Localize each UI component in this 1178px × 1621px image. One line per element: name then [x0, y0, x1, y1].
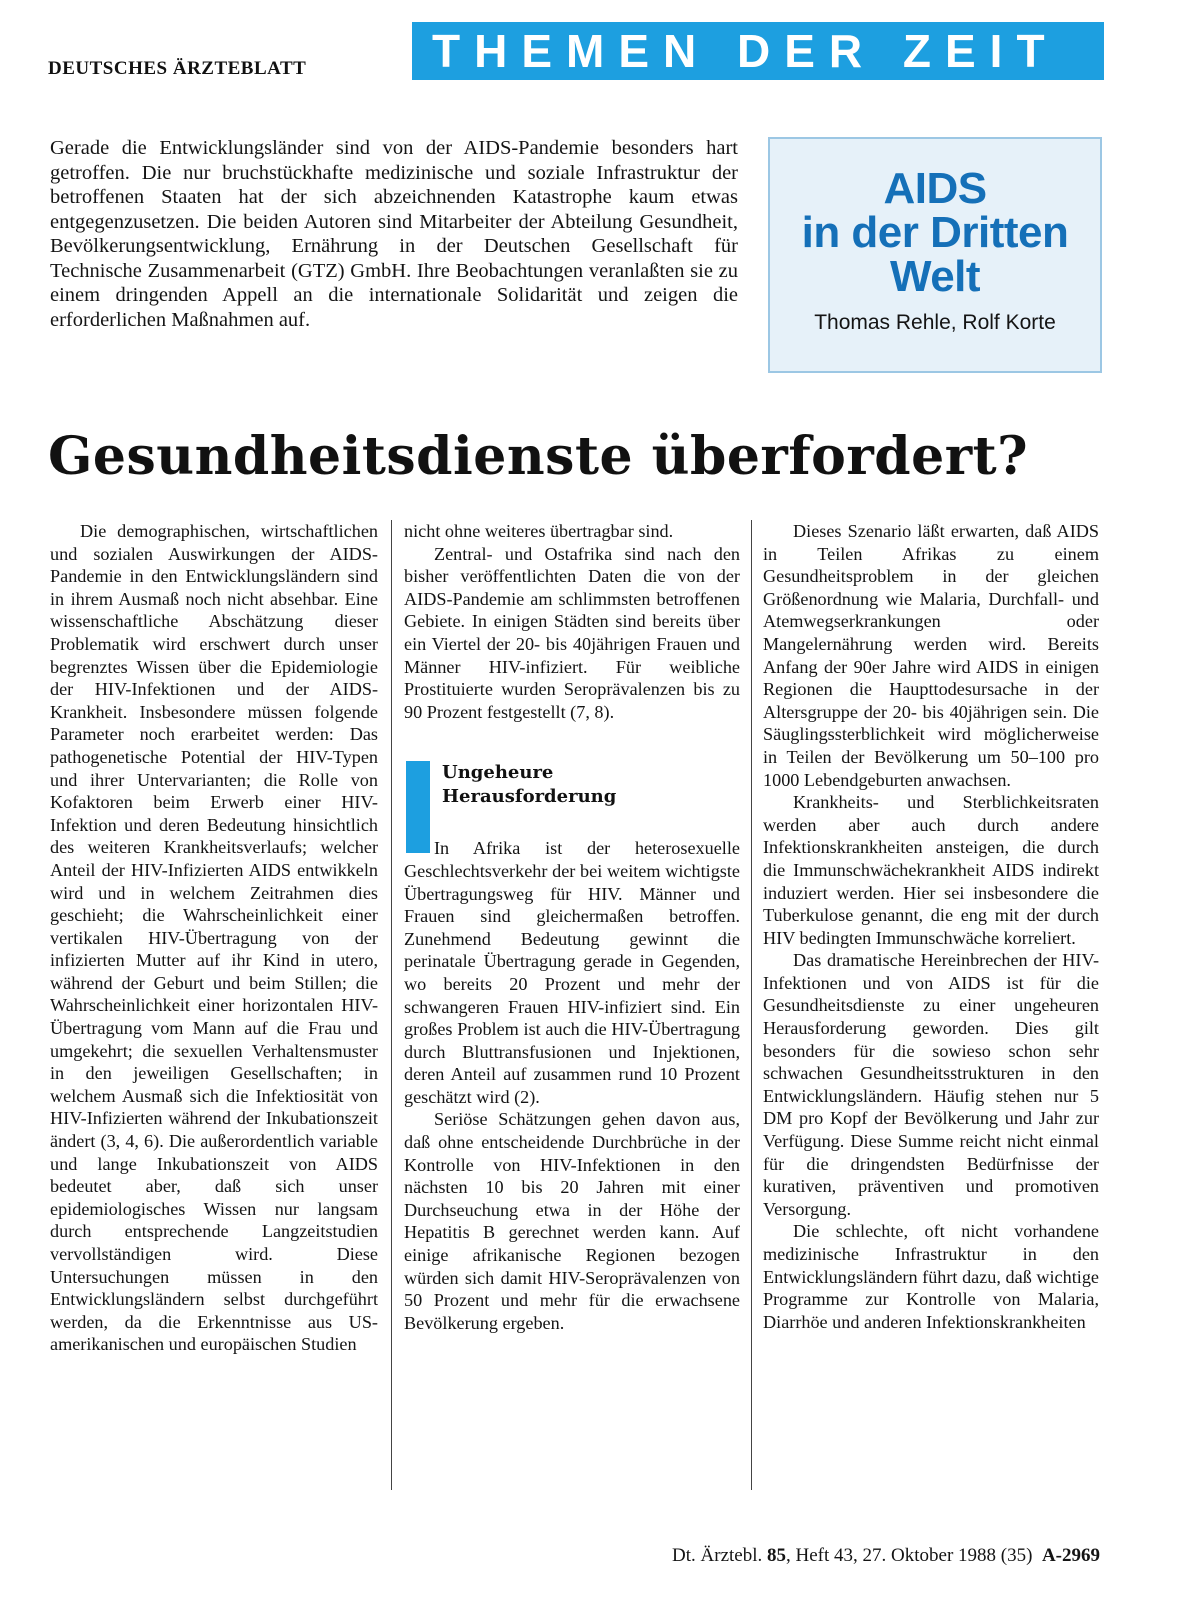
body-paragraph: Zentral- und Ostafrika sind nach den bisher veröffentlichten Daten die von der AIDS-Pandemie am schlimmsten betroffenen Gebiete. In einigen Städten sind bereits über ein Viertel der 20- bis 40jährigen Frauen und Männer HIV-infiziert. Für weibliche Prostituierte wurden Seroprävalenzen bis zu 90 Prozent festgestellt (7, 8). [404, 543, 740, 722]
footer-issue: , Heft 43, 27. Oktober 1988 (35) [786, 1545, 1033, 1566]
footer-volume: 85 [767, 1545, 786, 1566]
body-paragraph: Dieses Szenario läßt erwarten, daß AIDS in Teilen Afrikas zu einem Gesundheitsproblem in der gleichen Größenordnung wie Malaria, Durchfall- und Atemwegserkrankungen oder Mangelernährung werden wird. Bereits Anfang der 90er Jahre wird AIDS in einigen Regionen die Haupttodesursache in der Altersgruppe der 20- bis 40jährigen sein. Die Säuglingssterblichkeit wird möglicherweise in Teilen der Bevölkerung um 50–100 pro 1000 Lebendgeburten anwachsen. [763, 521, 1099, 790]
column-divider [751, 520, 752, 1490]
body-paragraph: Die demographischen, wirtschaftlichen und sozialen Auswirkungen der AIDS-Pandemie in den Entwicklungsländern sind in ihrem Ausmaß noch nicht absehbar. Eine wissenschaftliche Abschätzung dieser Problematik wird erschwert durch unser begrenztes Wissen über die Epidemiologie der HIV-Infektionen und der AIDS-Krankheit. Insbesondere müssen folgende Parameter noch erarbeitet werden: Das pathogenetische Potential der HIV-Typen und ihrer Untervarianten; die Rolle von Kofaktoren beim Erwerb einer HIV-Infektion und deren Bedeutung hinsichtlich des weiteren Krankheitsverlaufs; welcher Anteil der HIV-Infizierten AIDS entwikkeln wird und in welchem Zeitrahmen dies geschieht; die Wahrscheinlichkeit einer vertikalen HIV-Übertragung von der infizierten Mutter auf ihr Kind in utero, während der Geburt und beim Stillen; die Wahrscheinlichkeit einer horizontalen HIV-Übertragung vom Mann auf die Frau und umgekehrt; die sexuellen Verhaltensmuster in den jeweiligen Gesellschaften; in welchem Ausmaß sich die Infektiosität von HIV-Infizierten während der Inkubationszeit ändert (3, 4, 6). Die außerordentlich variable und lange Inkubationszeit von AIDS bedeutet aber, daß sich unser epidemiologisches Wissen nur langsam durch entsprechende Langzeitstudien vervollständigen wird. Diese Untersuchungen müssen in den Entwicklungsländern selbst durchgeführt werden, da die Erkenntnisse aus US-amerikanischen und europäischen Studien [50, 521, 378, 1355]
column-divider [391, 520, 392, 1490]
footer-journal: Dt. Ärztebl. [672, 1545, 763, 1566]
subheading-accent-bar [406, 761, 430, 853]
masthead-label: DEUTSCHES ÄRZTEBLATT [48, 58, 307, 79]
subheading-block [404, 761, 740, 829]
section-banner: THEMEN DER ZEIT [412, 22, 1104, 80]
subheading-line-2: Herausforderung [442, 786, 617, 808]
article-title-line-2: in der Dritten [801, 208, 1069, 257]
text-column-1 [50, 520, 378, 1356]
text-column-2 [404, 520, 740, 1334]
body-paragraph: Seriöse Schätzungen gehen davon aus, daß ohne entscheidende Durchbrüche in der Kontrolle von HIV-Infektionen in den nächsten 10 bis 20 Jahren mit einer Durchseuchung etwa in der Höhe der Hepatitis B gerechnet werden kann. Auf einige afrikanische Regionen bezogen würden sich damit HIV-Seroprävalenzen von 50 Prozent und mehr für die erwachsene Bevölkerung ergeben. [404, 1109, 740, 1333]
subheading [442, 761, 740, 809]
authors: Thomas Rehle, Rolf Korte [814, 311, 1056, 334]
text-column-3 [763, 520, 1099, 1333]
article-title-line-3: Welt [889, 252, 981, 301]
body-paragraph: In Afrika ist der heterosexuelle Geschlechtsverkehr der bei weitem wichtigste Übertragungsweg für HIV. Männer und Frauen sind gleichermaßen betroffen. Zunehmend Bedeutung gewinnt die perinatale Übertragung gerade in Gegenden, wo bereits 20 Prozent und mehr der schwangeren Frauen HIV-infiziert sind. Ein großes Problem ist auch die HIV-Übertragung durch Bluttransfusionen und Injektionen, deren Anteil auf zusammen rund 10 Prozent geschätzt wird (2). [404, 838, 740, 1107]
headline: Gesundheitsdienste überfordert? [48, 426, 1029, 487]
page-number: A-2969 [1041, 1545, 1100, 1566]
article-title-line-1: AIDS [883, 164, 987, 213]
title-box [768, 137, 1102, 373]
article-title [770, 164, 1100, 301]
subheading-line-1: Ungeheure [442, 762, 554, 784]
body-paragraph: nicht ohne weiteres übertragbar sind. [404, 521, 674, 541]
intro-paragraph: Gerade die Entwicklungsländer sind von der AIDS-Pandemie besonders hart getroffen. Die nur bruchstückhafte medizinische und soziale Infrastruktur der betroffenen Staaten hat der sich abzeichnenden Katastrophe kaum etwas entgegenzusetzen. Die beiden Autoren sind Mitarbeiter der Abteilung Gesundheit, Bevölkerungsentwicklung, Ernährung in der Deutschen Gesellschaft für Technische Zusammenarbeit (GTZ) GmbH. Ihre Beobachtungen veranlaßten sie zu einem dringenden Appell an die internationale Solidarität und zeigen die erforderlichen Maßnahmen auf. [50, 137, 738, 331]
page-footer [672, 1545, 1100, 1567]
body-paragraph: Die schlechte, oft nicht vorhandene medizinische Infrastruktur in den Entwicklungsländern führt dazu, daß wichtige Programme zur Kontrolle von Malaria, Diarrhöe und anderen Infektionskrankheiten [763, 1221, 1099, 1332]
body-paragraph: Krankheits- und Sterblichkeitsraten werden aber auch durch andere Infektionskrankheiten ansteigen, die durch die Immunschwächekrankheit AIDS indirekt induziert werden. Hier sei insbesondere die Tuberkulose genannt, die eng mit der durch HIV bedingten Immunschwäche korreliert. [763, 792, 1099, 948]
body-paragraph: Das dramatische Hereinbrechen der HIV-Infektionen und von AIDS ist für die Gesundheitsdienste zu einer ungeheuren Herausforderung geworden. Dies gilt besonders für die sowieso schon sehr schwachen Gesundheitsstrukturen in den Entwicklungsländern. Häufig stehen nur 5 DM pro Kopf der Bevölkerung und Jahr zur Verfügung. Diese Summe reicht nicht einmal für die dringendsten Bedürfnisse der kurativen, präventiven und promotiven Versorgung. [763, 950, 1099, 1219]
